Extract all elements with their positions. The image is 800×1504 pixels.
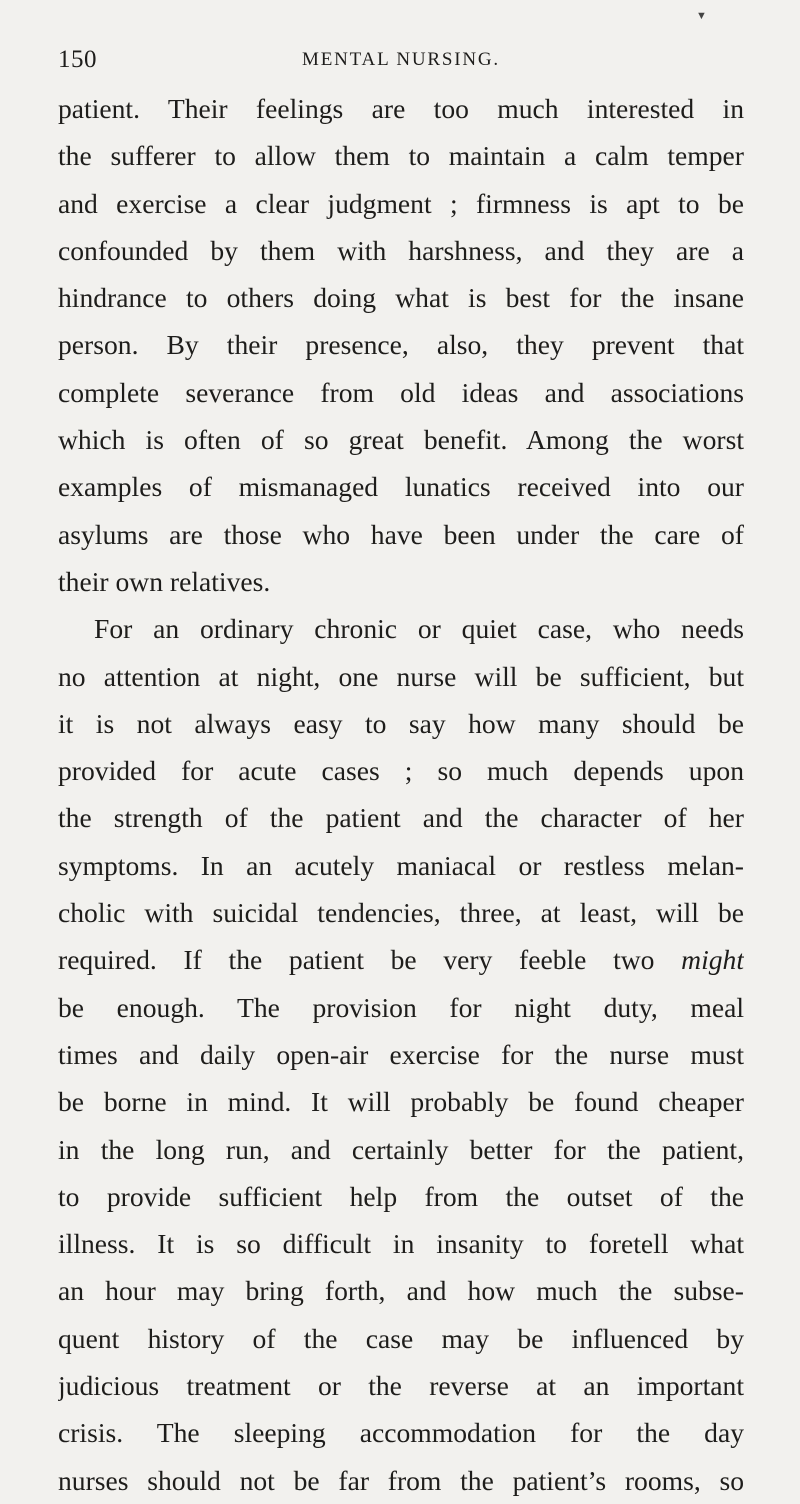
text-line: provided for acute cases ; so much depends upon [58,755,744,787]
text-line: examples of mismanaged lunatics received into our [58,471,744,503]
text-line: the strength of the patient and the character of her [58,802,744,834]
text-segment: required. If the patient be very feeble two [58,944,655,976]
running-head [58,42,744,78]
text-line: their own relatives. [58,565,271,597]
text-line: an hour may bring forth, and how much the subse- [58,1275,744,1307]
corner-mark: ▼ [696,10,707,22]
text-line: nurses should not be far from the patient’s rooms, so [58,1464,744,1496]
text-line: no attention at night, one nurse will be sufficient, but [58,660,744,692]
text-line: and exercise a clear judgment ; firmness is apt to be [58,187,744,219]
text-line: the sufferer to allow them to maintain a calm temper [58,140,744,172]
text-line: hindrance to others doing what is best for the insane [58,282,744,314]
text-line: crisis. The sleeping accommodation for the day [58,1417,744,1449]
text-line: person. By their presence, also, they prevent that [58,329,744,361]
text-line: asylums are those who have been under the care of [58,518,744,550]
text-line: symptoms. In an acutely maniacal or restless melan- [58,849,744,881]
text-line: to provide sufficient help from the outset of the [58,1180,744,1212]
text-line: be enough. The provision for night duty, meal [58,991,744,1023]
paragraph-start-line: For an ordinary chronic or quiet case, who needs [94,613,744,645]
text-line: complete severance from old ideas and associations [58,376,744,408]
text-line: in the long run, and certainly better for the patient, [58,1133,744,1165]
text-line: judicious treatment or the reverse at an important [58,1370,744,1402]
text-line: patient. Their feelings are too much interested in [58,93,744,124]
text-line: be borne in mind. It will probably be found cheaper [58,1086,744,1118]
text-line: confounded by them with harshness, and they are a [58,234,744,266]
text-line: quent history of the case may be influenced by [58,1322,744,1354]
text-line [58,936,744,983]
text-line: it is not always easy to say how many should be [58,707,744,739]
text-line: times and daily open-air exercise for the nurse must [58,1038,744,1070]
text-line: which is often of so great benefit. Among the worst [58,424,744,456]
italic-word: might [681,944,744,976]
page-number: 150 [58,46,97,73]
text-line: illness. It is so difficult in insanity to foretell what [58,1228,744,1260]
running-title: MENTAL NURSING. [302,49,500,70]
body-text [58,85,744,1504]
text-line: cholic with suicidal tendencies, three, at least, will be [58,897,744,929]
